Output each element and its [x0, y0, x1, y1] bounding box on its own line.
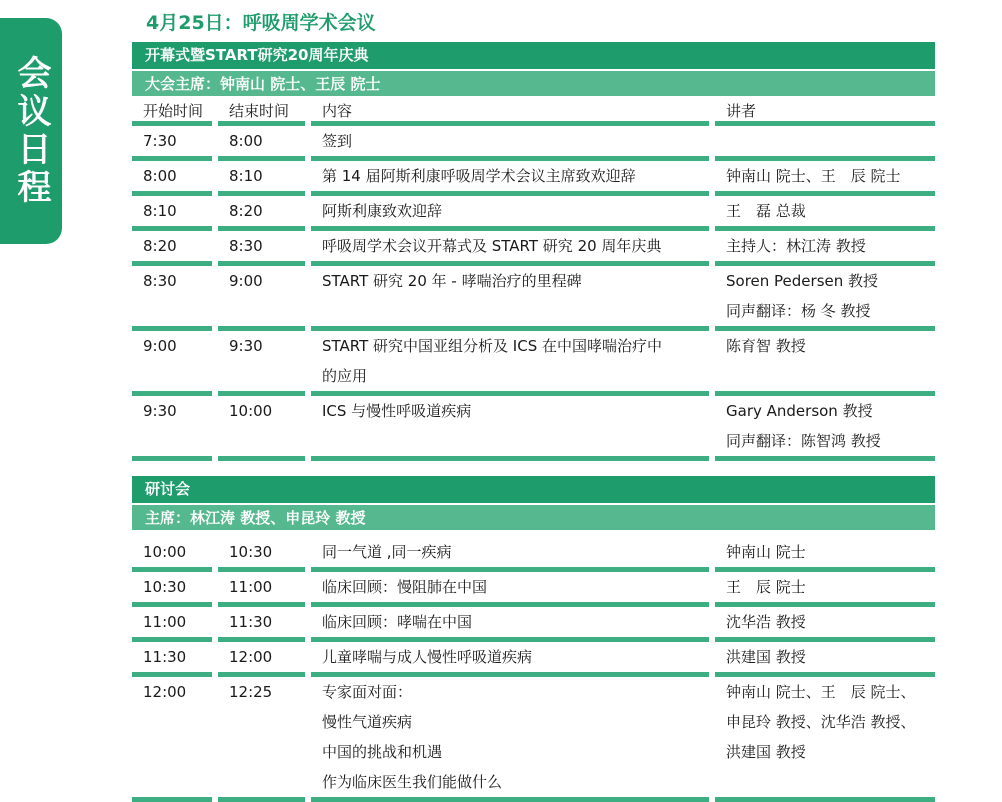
start-time: 8:30	[143, 272, 177, 290]
speaker-cell	[715, 231, 935, 266]
start-time-spacer	[143, 737, 212, 767]
end-time: 11:30	[229, 613, 273, 631]
speaker-line: Gary Anderson 教授	[726, 402, 873, 420]
start-time: 10:30	[143, 578, 187, 596]
table-row	[132, 196, 935, 231]
section-opening	[132, 42, 935, 461]
table-row	[132, 572, 935, 607]
content-cell	[311, 677, 709, 802]
content-line: 中国的挑战和机遇	[322, 743, 443, 761]
end-time-cell	[218, 126, 305, 161]
content-line: 第 14 届阿斯利康呼吸周学术会议主席致欢迎辞	[322, 167, 636, 185]
speaker-line: 同声翻译：杨 冬 教授	[726, 302, 871, 320]
content-line: 临床回顾：慢阻肺在中国	[322, 578, 488, 596]
end-time-cell	[218, 396, 305, 461]
start-time-spacer	[143, 707, 212, 737]
end-time: 8:00	[229, 132, 263, 150]
table-row	[132, 266, 935, 331]
end-time: 8:30	[229, 237, 263, 255]
content-cell	[311, 161, 709, 196]
end-time: 12:25	[229, 683, 273, 701]
speaker-line: 申昆玲 教授、沈华浩 教授、	[726, 713, 916, 731]
end-time-cell	[218, 677, 305, 802]
start-time: 12:00	[143, 683, 187, 701]
end-time-cell	[218, 266, 305, 331]
start-time: 8:10	[143, 202, 177, 220]
end-time: 9:00	[229, 272, 263, 290]
end-time: 10:30	[229, 543, 273, 561]
header-speaker: 讲者	[715, 96, 935, 126]
speaker-line: 王 磊 总裁	[726, 202, 806, 220]
section-chair: 主席：林江涛 教授、申昆玲 教授	[132, 503, 935, 530]
speaker-line: 同声翻译：陈智鸿 教授	[726, 432, 881, 450]
table-row	[132, 642, 935, 677]
content-cell	[311, 537, 709, 572]
content-line: 儿童哮喘与成人慢性呼吸道疾病	[322, 648, 533, 666]
content-cell	[311, 572, 709, 607]
speaker-line	[726, 126, 935, 156]
start-time-cell	[132, 396, 212, 461]
speaker-cell	[715, 266, 935, 331]
start-time: 11:30	[143, 648, 187, 666]
table-row	[132, 331, 935, 396]
start-time-cell	[132, 161, 212, 196]
start-time-spacer	[143, 426, 212, 456]
start-time-cell	[132, 537, 212, 572]
table-row	[132, 161, 935, 196]
header-start-time: 开始时间	[132, 96, 212, 126]
start-time-cell	[132, 572, 212, 607]
table-header	[132, 96, 935, 126]
speaker-cell	[715, 537, 935, 572]
start-time-cell	[132, 607, 212, 642]
content-cell	[311, 396, 709, 461]
content-line: 签到	[322, 132, 353, 150]
start-time: 10:00	[143, 543, 187, 561]
content-spacer	[322, 426, 709, 456]
table-row	[132, 126, 935, 161]
start-time: 7:30	[143, 132, 177, 150]
end-time: 11:00	[229, 578, 273, 596]
speaker-cell	[715, 572, 935, 607]
start-time-cell	[132, 331, 212, 396]
end-time-cell	[218, 231, 305, 266]
content-line: 慢性气道疾病	[322, 713, 413, 731]
section-symposium	[132, 476, 935, 802]
section-chair: 大会主席：钟南山 院士、王辰 院士	[132, 69, 935, 96]
end-time: 8:10	[229, 167, 263, 185]
header-end-time: 结束时间	[218, 96, 305, 126]
side-tab	[0, 18, 62, 244]
content-line: 阿斯利康致欢迎辞	[322, 202, 443, 220]
table-row	[132, 607, 935, 642]
end-time-cell	[218, 331, 305, 396]
speaker-cell	[715, 161, 935, 196]
start-time: 11:00	[143, 613, 187, 631]
speaker-line: 沈华浩 教授	[726, 613, 806, 631]
start-time-cell	[132, 266, 212, 331]
end-time: 8:20	[229, 202, 263, 220]
speaker-cell	[715, 642, 935, 677]
speaker-line	[726, 767, 935, 797]
speaker-cell	[715, 677, 935, 802]
speaker-line: 主持人：林江涛 教授	[726, 237, 866, 255]
start-time-cell	[132, 231, 212, 266]
content-line: 同一气道 ,同一疾病	[322, 543, 452, 561]
start-time-cell	[132, 677, 212, 802]
speaker-cell	[715, 196, 935, 231]
content-line: ICS 与慢性呼吸道疾病	[322, 402, 472, 420]
section-title: 研讨会	[132, 476, 935, 503]
start-time-cell	[132, 196, 212, 231]
end-time-cell	[218, 537, 305, 572]
end-time-spacer	[229, 767, 305, 797]
speaker-line: 洪建国 教授	[726, 743, 806, 761]
content-cell	[311, 126, 709, 161]
start-time: 8:00	[143, 167, 177, 185]
end-time-cell	[218, 572, 305, 607]
speaker-line: 钟南山 院士	[726, 543, 806, 561]
start-time-cell	[132, 126, 212, 161]
speaker-line: 陈育智 教授	[726, 337, 806, 355]
speaker-cell	[715, 331, 935, 396]
speaker-line: 钟南山 院士、王 辰 院士	[726, 167, 901, 185]
end-time: 12:00	[229, 648, 273, 666]
speaker-line: Soren Pedersen 教授	[726, 272, 879, 290]
start-time: 9:00	[143, 337, 177, 355]
start-time-cell	[132, 642, 212, 677]
content-cell	[311, 607, 709, 642]
content-line: 呼吸周学术会议开幕式及 START 研究 20 周年庆典	[322, 237, 662, 255]
end-time-spacer	[229, 361, 305, 391]
page-title: 4月25日：呼吸周学术会议	[146, 12, 376, 34]
end-time: 9:30	[229, 337, 263, 355]
start-time: 9:30	[143, 402, 177, 420]
table-row	[132, 677, 935, 802]
speaker-line: 洪建国 教授	[726, 648, 806, 666]
end-time-cell	[218, 642, 305, 677]
header-content: 内容	[311, 96, 709, 126]
content-cell	[311, 642, 709, 677]
end-time: 10:00	[229, 402, 273, 420]
start-time: 8:20	[143, 237, 177, 255]
speaker-spacer	[726, 361, 935, 391]
speaker-cell	[715, 396, 935, 461]
end-time-cell	[218, 161, 305, 196]
section-title: 开幕式暨START研究20周年庆典	[132, 42, 935, 69]
content-line: 临床回顾：哮喘在中国	[322, 613, 473, 631]
start-time-spacer	[143, 361, 212, 391]
content-line: 的应用	[322, 367, 368, 385]
content-cell	[311, 331, 709, 396]
end-time-cell	[218, 607, 305, 642]
start-time-spacer	[143, 296, 212, 326]
start-time-spacer	[143, 767, 212, 797]
schedule-rows	[132, 537, 935, 802]
end-time-cell	[218, 196, 305, 231]
table-row	[132, 537, 935, 572]
table-row	[132, 231, 935, 266]
content-cell	[311, 231, 709, 266]
content-line: 作为临床医生我们能做什么	[322, 773, 503, 791]
end-time-spacer	[229, 426, 305, 456]
speaker-line: 王 辰 院士	[726, 578, 806, 596]
content-line: START 研究 20 年 - 哮喘治疗的里程碑	[322, 272, 582, 290]
side-tab-label: 会议日程	[11, 55, 51, 207]
schedule-rows	[132, 126, 935, 461]
end-time-spacer	[229, 737, 305, 767]
speaker-cell	[715, 126, 935, 161]
content-line: 专家面对面：	[322, 683, 413, 701]
end-time-spacer	[229, 707, 305, 737]
speaker-cell	[715, 607, 935, 642]
content-spacer	[322, 296, 709, 326]
content-cell	[311, 266, 709, 331]
end-time-spacer	[229, 296, 305, 326]
content-line: START 研究中国亚组分析及 ICS 在中国哮喘治疗中	[322, 337, 662, 355]
table-row	[132, 396, 935, 461]
content-cell	[311, 196, 709, 231]
speaker-line: 钟南山 院士、王 辰 院士、	[726, 683, 916, 701]
